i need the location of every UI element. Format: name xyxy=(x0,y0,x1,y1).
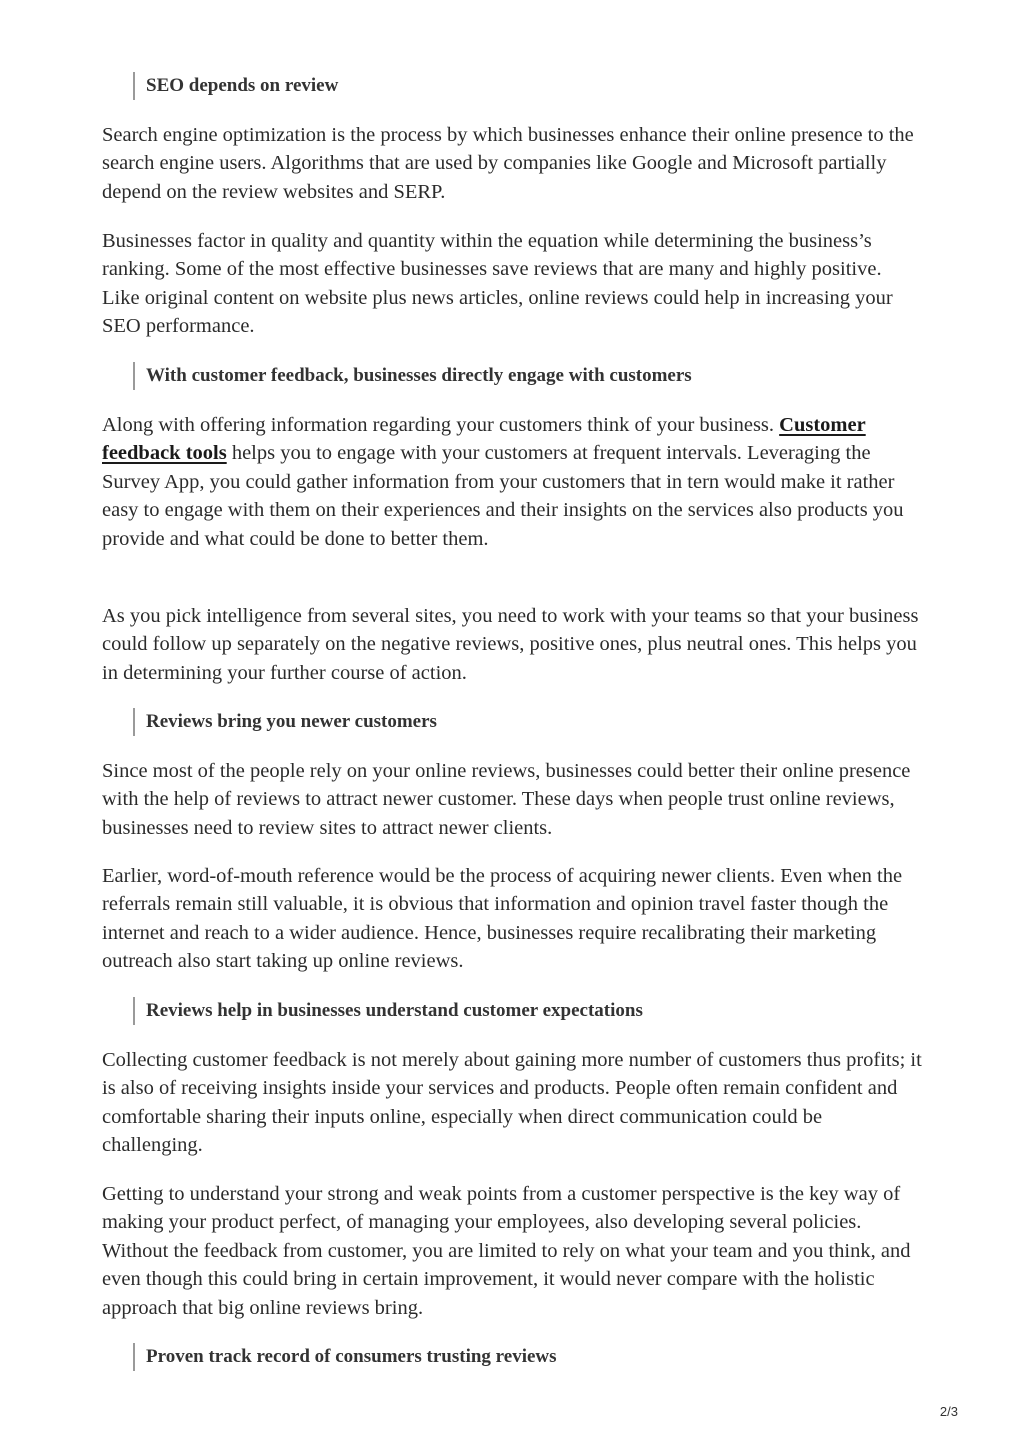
section-heading-track-record: Proven track record of consumers trusting reviews xyxy=(133,1343,966,1371)
section-heading-expectations: Reviews help in businesses understand customer expectations xyxy=(133,997,966,1025)
page-number: 2/3 xyxy=(939,1404,958,1419)
paragraph: Earlier, word-of-mouth reference would be the process of acquiring newer clients. Even when the referrals remain still valuable, it is obvious that information and opinion travel faster though the internet and reach to a wider audience. Hence, businesses require recalibrating their marketing outreach also start taking up online reviews. xyxy=(102,865,903,973)
paragraph: Businesses factor in quality and quantity within the equation while determining the business’s ranking. Some of the most effective businesses save reviews that are many and highly positive. Like original content on website plus news articles, online reviews could help in increasing your SEO performance. xyxy=(102,230,893,338)
paragraph-text: Along with offering information regarding your customers think of your business. xyxy=(102,414,780,436)
paragraph: Search engine optimization is the process by which businesses enhance their online presence to the search engine users. Algorithms that are used by companies like Google and Microsoft partially depend on the review websites and SERP. xyxy=(102,124,914,203)
section-heading-engage: With customer feedback, businesses directly engage with customers xyxy=(133,362,966,390)
paragraph: Since most of the people rely on your online reviews, businesses could better their online presence with the help of reviews to attract newer customer. These days when people trust online reviews, businesses need to review sites to attract newer clients. xyxy=(102,760,911,839)
paragraph: Getting to understand your strong and weak points from a customer perspective is the key way of making your product perfect, of managing your employees, also developing several policies. Without the feedback from customer, you are limited to rely on what your team and you think, and even though this could bring in certain improvement, it would never compare with the holistic approach that big online reviews bring. xyxy=(102,1183,911,1319)
paragraph: Collecting customer feedback is not merely about gaining more number of customers thus profits; it is also of receiving insights inside your services and products. People often remain confident and comfortable sharing their inputs online, especially when direct communication could be challenging. xyxy=(102,1049,922,1157)
paragraph xyxy=(102,411,924,553)
paragraph-text: helps you to engage with your customers at frequent intervals. Leveraging the Survey App, you could gather information from your customers that in tern would make it rather easy to engage with them on their experiences and their insights on the services also products you provide and what could be done to better them. xyxy=(102,442,904,550)
paragraph: As you pick intelligence from several sites, you need to work with your teams so that your business could follow up separately on the negative reviews, positive ones, plus neutral ones. This helps you in determining your further course of action. xyxy=(102,605,919,684)
section-heading-newer-customers: Reviews bring you newer customers xyxy=(133,708,966,736)
section-heading-seo: SEO depends on review xyxy=(133,72,966,100)
customer-feedback-tools-link[interactable]: Customer feedback tools xyxy=(102,414,866,465)
